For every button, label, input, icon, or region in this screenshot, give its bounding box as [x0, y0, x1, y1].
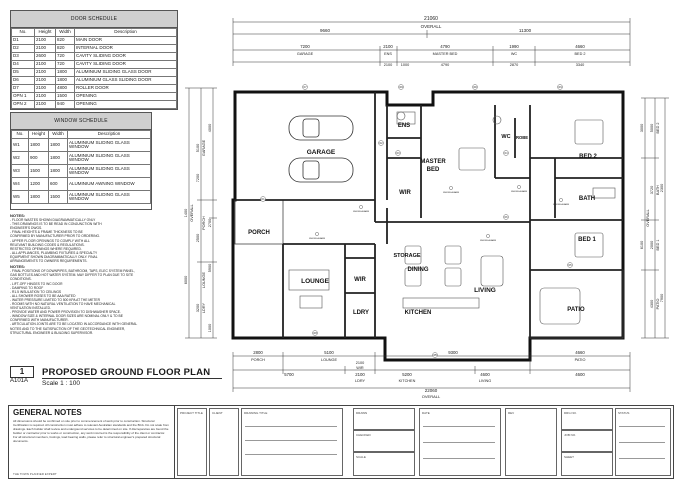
left-dim-9: 1000 [208, 323, 212, 333]
fixtures [289, 112, 615, 324]
note-line: ARRANGEMENTS TO OWNERS REQUIREMENTS. [10, 259, 88, 264]
window-row [12, 152, 151, 165]
window-schedule-title: WINDOW SCHEDULE [11, 113, 151, 130]
window-cell: ALUMINIUM SLIDING GLASS WINDOW [68, 191, 151, 204]
dim-bot-overall: 22060 [424, 388, 438, 393]
dim-top-r2-4: 4660 [575, 44, 585, 49]
door-cell: D3 [12, 53, 35, 61]
window-cell: W4 [12, 178, 29, 191]
tb-cell-sheet-label: SHEET [564, 455, 575, 459]
door-cell: 1800 [56, 69, 75, 77]
room-label-ens: ENS [397, 123, 411, 129]
door-window-tag: D5 [568, 264, 572, 267]
right-dim-label-1: BED 2 [656, 122, 660, 134]
smoke-alarm-label: SMOKE ALARM [443, 192, 459, 194]
window-cell: ALUMINIUM AWNING WINDOW [68, 178, 151, 191]
window-row [12, 165, 151, 178]
door-cell: 2100 [35, 101, 56, 109]
door-cell: 2100 [35, 45, 56, 53]
dim-top-r3-0: 2100 [383, 63, 393, 67]
tb-cell-rev-label: REV [508, 411, 515, 415]
dim-bot-r2-label-2: KITCHEN [398, 379, 416, 383]
dim-bot-r2-label-3: LIVING [478, 379, 492, 383]
left-dim-7: 5900 [208, 263, 212, 273]
tb-cell-rev [505, 408, 557, 476]
left-dim-2: 4000 [208, 123, 212, 133]
room-label-bed1: BED 1 [578, 237, 596, 243]
smoke-alarm-label: SMOKE ALARM [553, 204, 569, 206]
room-label-wir1: WIR [399, 190, 411, 196]
note-line: - PROVIDE WATER AND POWER PROVISION TO DISHWASHER SPACE. [10, 310, 121, 315]
window-cell: W3 [12, 165, 29, 178]
window-cell: 900 [29, 152, 49, 165]
tb-cell-project [177, 408, 207, 476]
tb-cell-date-label: DATE [422, 411, 430, 415]
note-line: - THIS DRAWINGS IS TO BE READ IN CONJUNCTION WITH [10, 222, 102, 227]
tb-cell-checked-label: CHECKED [356, 433, 371, 437]
door-col-description: Description [75, 29, 177, 37]
tb-cell-scale [353, 452, 415, 476]
window-row [12, 191, 151, 204]
floor-plan [175, 8, 670, 400]
door-cell: CAVITY SLIDING DOOR [75, 53, 177, 61]
smoke-alarm-label: SMOKE ALARM [353, 211, 369, 213]
left-dim-0: 1400 [184, 208, 188, 218]
dim-top-r3-4: 3340 [575, 63, 585, 67]
tb-rule-9 [619, 458, 665, 459]
dim-top-r2-0: 7200 [300, 44, 310, 49]
door-row [12, 93, 177, 101]
dim-bot-r2-label-1: LDRY [354, 379, 366, 383]
door-cell: 2600 [35, 53, 56, 61]
door-row [12, 101, 177, 109]
tb-cell-drawn [353, 408, 415, 430]
smoke-alarm-icon [449, 186, 452, 189]
note-line: EQUIPMENT SHOWN DIAGRAMMATICALLY ONLY. FINAL [10, 254, 98, 259]
smoke-alarm-label: SMOKE ALARM [309, 238, 325, 240]
door-cell: 820 [56, 37, 75, 45]
door-cell: 2100 [35, 37, 56, 45]
door-cell: D5 [12, 69, 35, 77]
note-line: VENTILATION INSTALLED. [10, 306, 51, 311]
door-schedule [10, 10, 178, 110]
notes-heading: NOTES: [10, 213, 26, 218]
right-dimension-labels [640, 123, 664, 310]
general-notes-heading: GENERAL NOTES [13, 408, 82, 417]
dim-top-r2-2: 4790 [440, 44, 450, 49]
right-dim-label-3: BED 1 [656, 239, 660, 251]
door-row [12, 37, 177, 45]
note-line: STRUCTURAL ENGINEER & BUILDING SUPERVISOR. [10, 330, 94, 335]
dim-top-r2-1: 2100 [383, 44, 393, 49]
note-line: NOTES AND TO THE SATISFACTION OF THE GEOTECHNICAL ENGINEER, [10, 326, 126, 331]
door-window-tag: W2 [473, 86, 477, 89]
door-cell: 1500 [56, 93, 75, 101]
door-window-tag: D3 [396, 152, 400, 155]
door-cell: ALUMINIUM GLASS SLIDING DOOR [75, 77, 177, 85]
door-window-tag: W1 [558, 86, 562, 89]
door-cell: 720 [56, 53, 75, 61]
door-cell: ALUMINIUM SLIDING GLASS DOOR [75, 69, 177, 77]
dim-top-r3-3: 2870 [509, 63, 519, 67]
tb-cell-drawn-label: DRAWN [356, 411, 368, 415]
door-cell: OPN 1 [12, 93, 35, 101]
window-cell: 1500 [49, 191, 68, 204]
room-label-living: LIVING [474, 287, 496, 294]
door-window-tag: D2 [379, 142, 383, 145]
note-line: - WATER PRESSURE LIMITED TO 500 KPA AT THE METER [10, 297, 100, 302]
drawing-ref: A101A [10, 378, 29, 384]
room-label-master: MASTER [420, 159, 446, 165]
tb-cell-project-label: PROJECT TITLE [180, 411, 203, 415]
title-block [8, 405, 674, 479]
window-cell: W2 [12, 152, 29, 165]
dim-top-r3-2: 4790 [440, 63, 450, 67]
window-cell: 1800 [49, 152, 68, 165]
note-line: - ALL APPLIANCES, PLUMBING FIXTURES & SPECIALTY [10, 250, 98, 255]
window-cell: 1800 [49, 165, 68, 178]
door-window-tag: D6 [504, 216, 508, 219]
tb-cell-client-label: CLIENT [212, 411, 223, 415]
dim-top-r2-label-0: GARAGE [296, 52, 314, 56]
window-cell: W1 [12, 139, 29, 152]
tb-cell-drg [561, 408, 613, 430]
door-cell: 720 [56, 61, 75, 69]
room-label-lounge: LOUNGE [301, 278, 329, 285]
dim-top-r2-label-2: MASTER BED [432, 52, 458, 56]
dim-bot-r2-3: 4600 [480, 372, 490, 377]
room-label-wc: WC [501, 134, 511, 140]
left-dim-label-2: PORCH [202, 216, 206, 230]
dim-bot-r1-label-3: PATIO [574, 358, 586, 362]
door-window-tag: D1 [261, 198, 265, 201]
left-dim-label-4: LDRY [202, 302, 206, 314]
door-row [12, 61, 177, 69]
door-col-width: Width [56, 29, 75, 37]
door-cell: D6 [12, 77, 35, 85]
door-cell: 2100 [35, 85, 56, 93]
tb-cell-client [209, 408, 239, 476]
door-cell: 2100 [35, 93, 56, 101]
drawing-title-block [10, 366, 240, 388]
note-line: RELEVANT BUILDING CODES & REGULATIONS. [10, 242, 85, 247]
door-cell: ROLLER DOOR [75, 85, 177, 93]
door-row [12, 53, 177, 61]
dim-bot-sub-0: 2100 [355, 361, 365, 365]
note-line: - ARTICULATION JOINTS ARE TO BE LOCATED IN ACCORDANCE WITH GENERAL [10, 322, 138, 327]
left-dim-label-3: LOUNGE [202, 271, 206, 289]
door-cell: D2 [12, 45, 35, 53]
window-row [12, 178, 151, 191]
door-row [12, 85, 177, 93]
room-label-bath: BATH [578, 196, 596, 202]
window-cell: ALUMINIUM SLIDING GLASS WINDOW [68, 165, 151, 178]
dim-top-r2-label-3: WC [510, 52, 518, 56]
tb-rule-3 [245, 454, 337, 455]
window-col-description: Description [68, 131, 151, 139]
general-notes-foot: THE TOWN PLANNER EXPERT [13, 472, 57, 476]
smoke-alarm-icon [559, 198, 562, 201]
door-window-tag: D7 [303, 86, 307, 89]
smoke-alarm-label: SMOKE ALARM [480, 240, 496, 242]
door-row [12, 69, 177, 77]
door-cell: D1 [12, 37, 35, 45]
window-cell: ALUMINIUM SLIDING GLASS WINDOW [68, 139, 151, 152]
door-row [12, 77, 177, 85]
room-label-kitchen: KITCHEN [404, 310, 432, 316]
room-label-master2: BED [426, 167, 440, 173]
window-schedule-table [11, 130, 151, 204]
note-line: CONDITIONS. [10, 277, 32, 282]
door-cell: 4800 [56, 85, 75, 93]
window-cell: 600 [49, 178, 68, 191]
door-schedule-body [12, 37, 177, 109]
tb-cell-status-label: STATUS [618, 411, 630, 415]
door-row [12, 45, 177, 53]
window-cell: 1800 [29, 191, 49, 204]
dim-bot-r2-4: 4600 [575, 372, 585, 377]
door-cell: D7 [12, 85, 35, 93]
left-dim-3: 7200 [196, 173, 200, 183]
smoke-alarm-icon [315, 232, 318, 235]
door-schedule-header-row [12, 29, 177, 37]
right-dim-label-0: OVERALL [646, 209, 650, 227]
dim-top-overall-label: OVERALL [420, 24, 442, 29]
door-col-height: Height [35, 29, 56, 37]
note-line: - ALL SHOWER ROSES TO BE AAA RATED [10, 293, 76, 298]
room-label-patio: PATIO [567, 307, 585, 313]
smoke-alarm-icon [486, 234, 489, 237]
window-row [12, 139, 151, 152]
dim-top-r2-label-1: ENS [384, 52, 392, 56]
right-dim-0: 3000 [640, 123, 644, 133]
tb-rule-6 [423, 458, 495, 459]
window-col-no: No. [12, 131, 29, 139]
tb-cell-sheet [561, 452, 613, 476]
dim-bot-r1-label-1: LOUNGE [320, 358, 338, 362]
door-col-no: No. [12, 29, 35, 37]
door-cell: OPN 2 [12, 101, 35, 109]
room-label-storage: STORAGE [393, 253, 421, 259]
dim-bot-r1-3: 4660 [575, 350, 585, 355]
dim-top-r3-1: 1000 [400, 63, 410, 67]
tb-rule-1 [245, 426, 337, 427]
door-schedule-title: DOOR SCHEDULE [11, 11, 177, 28]
dim-top-left: 9660 [319, 28, 331, 33]
door-window-tag: W5 [433, 354, 437, 357]
smoke-alarm-icon [517, 185, 520, 188]
door-cell: 2100 [35, 69, 56, 77]
right-dim-6: 7900 [660, 293, 664, 303]
window-cell: 1800 [49, 139, 68, 152]
drawing-title-rule [42, 378, 222, 379]
room-label-dining: DINING [407, 267, 429, 273]
tb-rule-2 [245, 440, 337, 441]
general-notes-text: All dimensions should be confirmed on site prior to commencement of work prior to construction. Structural Certification is required. All construction must adhere to relevant Australian standards and the BCA. Do not scale from drawings. Each builder shall review and undergound services to be determined on site. If discrepancies are found the builder or contractor prior to works or construction, any work incurred is the responsibility of the client or contractor. For all structural members, footings, load bearing walls, please refer to structural engineer's prepared structural documents. [13, 419, 169, 443]
tb-rule-7 [619, 426, 665, 427]
right-dim-label-4: PATIO [656, 298, 660, 310]
left-dimension-labels [184, 124, 212, 332]
room-label-porch: PORCH [248, 230, 270, 236]
right-dim-label-2: BATH [656, 185, 660, 195]
window-col-height: Height [29, 131, 49, 139]
window-col-width: Width [49, 131, 68, 139]
note-line: - WINDOW SIZE & INTERNAL DOOR SIZES ARE NOMINAL ONLY & TO BE [10, 314, 123, 319]
room-label-wir2: WIR [354, 277, 366, 283]
window-cell: 1500 [29, 165, 49, 178]
dim-bot-overall-label: OVERALL [421, 394, 441, 399]
drawing-title: PROPOSED GROUND FLOOR PLAN [42, 367, 211, 378]
dim-top-right: 11300 [518, 28, 532, 33]
left-dim-4: 2700 [208, 218, 212, 228]
left-dim-6: 2500 [196, 233, 200, 243]
tb-cell-drawing-label: DRAWING TITLE [244, 411, 268, 415]
note-line: GAS BOTTLES AND HOT WATER SYSTEM. MAY DIFFER TO PLAN DUE TO SITE [10, 273, 134, 278]
tb-rule-5 [423, 442, 495, 443]
right-dim-3: 3720 [650, 185, 654, 195]
door-cell: 820 [56, 45, 75, 53]
drawing-scale: Scale 1 : 100 [42, 380, 80, 387]
dim-bot-r1-1: 5100 [324, 350, 334, 355]
left-dim-8: 3200 [196, 303, 200, 313]
left-dim-label-1: GARAGE [202, 139, 206, 157]
door-cell: D4 [12, 61, 35, 69]
dim-bot-r2-2: 5200 [402, 372, 412, 377]
notes-block [10, 214, 170, 335]
door-cell: 2100 [35, 61, 56, 69]
dim-bot-r1-2: 9300 [448, 350, 458, 355]
left-dim-label-0: OVERALL [190, 204, 194, 222]
note-line: - FINAL HEIGHTS & FRAME THICKNESS TO BE [10, 230, 83, 235]
drawing-number: 1 [10, 366, 34, 378]
note-line: CONFIRMED WITH MANUFACTURER. [10, 318, 69, 323]
right-dim-2: 2300 [660, 183, 664, 193]
window-schedule-body [12, 139, 151, 204]
window-cell: ALUMINIUM SLIDING GLASS WINDOW [68, 152, 151, 165]
right-dim-1: 5000 [650, 123, 654, 133]
window-cell: 1800 [29, 139, 49, 152]
right-dim-7: 4300 [650, 299, 654, 309]
note-line: CONFIRMED BY MANUFACTURER PRIOR TO ORDERING. [10, 234, 100, 239]
door-cell: CAVITY SLIDING DOOR [75, 61, 177, 69]
room-label-bed2: BED 2 [579, 154, 597, 160]
dim-bot-r1-0: 2800 [253, 350, 263, 355]
note-line: ENGINEER'S DWGS. [10, 226, 43, 231]
door-cell: 940 [56, 101, 75, 109]
door-cell: OPENING [75, 101, 177, 109]
tb-cell-job [561, 430, 613, 452]
tb-cell-job-label: JOB NO. [564, 433, 577, 437]
door-window-tag: D4 [504, 152, 508, 155]
note-line: - FLOOR WASTES SHOWN DIAGRAMMATICALLY ONLY [10, 218, 96, 223]
smoke-alarm-icon [359, 205, 362, 208]
tb-rule-4 [423, 426, 495, 427]
door-cell: MAIN DOOR [75, 37, 177, 45]
dim-bot-r1-label-0: PORCH [251, 358, 265, 362]
dim-top-r2-label-4: BED 2 [574, 52, 586, 56]
window-cell: 1200 [29, 178, 49, 191]
dim-bot-r2-1: 2100 [355, 372, 365, 377]
right-dim-4: 6100 [640, 240, 644, 250]
door-cell: 2100 [35, 77, 56, 85]
notes-heading-2: NOTES: [10, 264, 26, 270]
tb-cell-scale-label: SCALE [356, 455, 366, 459]
window-schedule [10, 112, 152, 210]
right-dim-5: 2000 [650, 240, 654, 250]
tb-cell-drg-label: DRG NO. [564, 411, 577, 415]
dim-bot-r2-0: 5700 [284, 372, 294, 377]
left-dim-5: 6000 [184, 275, 188, 285]
door-window-tag: W3 [313, 332, 317, 335]
tb-cell-checked [353, 430, 415, 452]
note-line: RESTRICTED OPENINGS WHERE REQUIRED. [10, 246, 82, 251]
door-cell: 1800 [56, 77, 75, 85]
room-label-ldry: LDRY [352, 310, 370, 316]
door-cell: OPENING [75, 93, 177, 101]
note-line: - R1.5 INSULATION TO CEILINGS [10, 289, 62, 294]
door-schedule-table [11, 28, 177, 109]
general-notes [9, 406, 175, 478]
tb-cell-drawing [241, 408, 343, 476]
note-line: - LIFT-OFF HINGES TO WC DOOR [10, 281, 63, 286]
window-cell: W5 [12, 191, 29, 204]
note-line: - UPPER FLOOR OPENINGS TO COMPLY WITH ALL [10, 238, 90, 243]
note-line: - ROOMS WITH NO NATURAL VENTILATION TO HAVE MECHANICAL [10, 301, 116, 306]
notes-lines [10, 218, 170, 263]
room-label-robe: ROBE [515, 135, 529, 140]
dim-bot-sub-1: WIR [356, 366, 364, 370]
note-line: - DAMPING TO ROOF [10, 285, 44, 290]
room-label-garage: GARAGE [306, 149, 336, 156]
notes-lines-2 [10, 269, 170, 335]
dim-top-overall: 21060 [424, 16, 438, 22]
tb-rule-8 [619, 442, 665, 443]
dim-top-r2-3: 1990 [509, 44, 519, 49]
smoke-alarm-label: SMOKE ALARM [511, 191, 527, 193]
left-dim-1: 5100 [196, 143, 200, 153]
note-line: - FINAL POSITIONS OF DOWNPIPES, BATHROOM, TAPS, ELEC SYSTEM PANEL, [10, 269, 135, 274]
window-schedule-header-row [12, 131, 151, 139]
door-cell: INTERNAL DOOR [75, 45, 177, 53]
door-window-tag: W4 [399, 86, 403, 89]
